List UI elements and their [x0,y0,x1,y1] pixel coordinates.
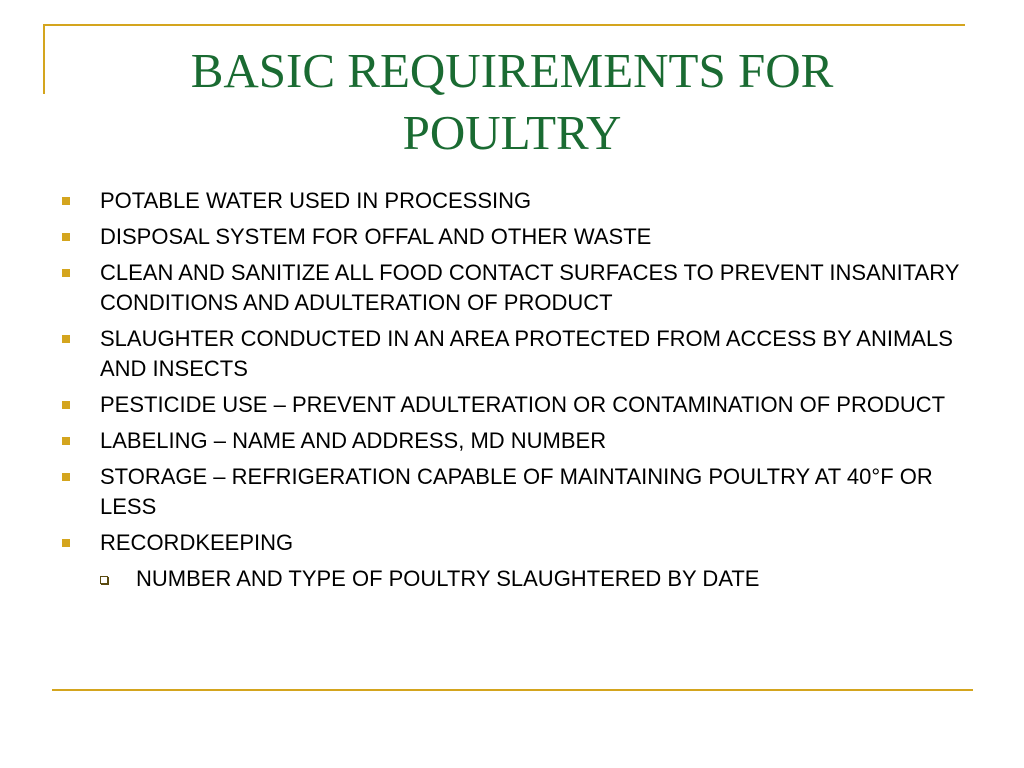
slide-title-line-1: BASIC REQUIREMENTS FOR [190,43,834,98]
bullet-item [62,222,972,252]
bullet-item [62,390,972,420]
slide-title [60,40,964,164]
frame-bottom-rule [52,689,973,691]
square-bullet-icon [62,335,70,343]
frame-top-rule [43,24,965,26]
frame-left-rule [43,24,45,94]
bullet-item [62,528,972,558]
bullet-item [62,186,972,216]
bullet-text: CLEAN AND SANITIZE ALL FOOD CONTACT SURFACES TO PREVENT INSANITARY CONDITIONS AND ADULTERATION OF PRODUCT [100,260,960,315]
hollow-square-bullet-icon [100,576,108,584]
square-bullet-icon [62,401,70,409]
square-bullet-icon [62,269,70,277]
bullet-text: PESTICIDE USE – PREVENT ADULTERATION OR CONTAMINATION OF PRODUCT [100,392,946,417]
square-bullet-icon [62,233,70,241]
bullet-text: RECORDKEEPING [100,530,294,555]
bullet-item [62,462,972,522]
square-bullet-icon [62,473,70,481]
bullet-text: SLAUGHTER CONDUCTED IN AN AREA PROTECTED FROM ACCESS BY ANIMALS AND INSECTS [100,326,953,381]
bullet-item [62,258,972,318]
bullet-text: STORAGE – REFRIGERATION CAPABLE OF MAINTAINING POULTRY AT 40°F OR LESS [100,464,933,519]
slide-title-line-2: POULTRY [402,105,622,160]
bullet-item [62,324,972,384]
square-bullet-icon [62,197,70,205]
sub-bullet-text: NUMBER AND TYPE OF POULTRY SLAUGHTERED BY DATE [136,566,760,591]
square-bullet-icon [62,437,70,445]
bullet-text: POTABLE WATER USED IN PROCESSING [100,188,532,213]
sub-bullet-item [62,564,972,594]
bullet-text: DISPOSAL SYSTEM FOR OFFAL AND OTHER WASTE [100,224,652,249]
square-bullet-icon [62,539,70,547]
bullet-list [62,186,972,600]
bullet-text: LABELING – NAME AND ADDRESS, MD NUMBER [100,428,607,453]
bullet-item [62,426,972,456]
